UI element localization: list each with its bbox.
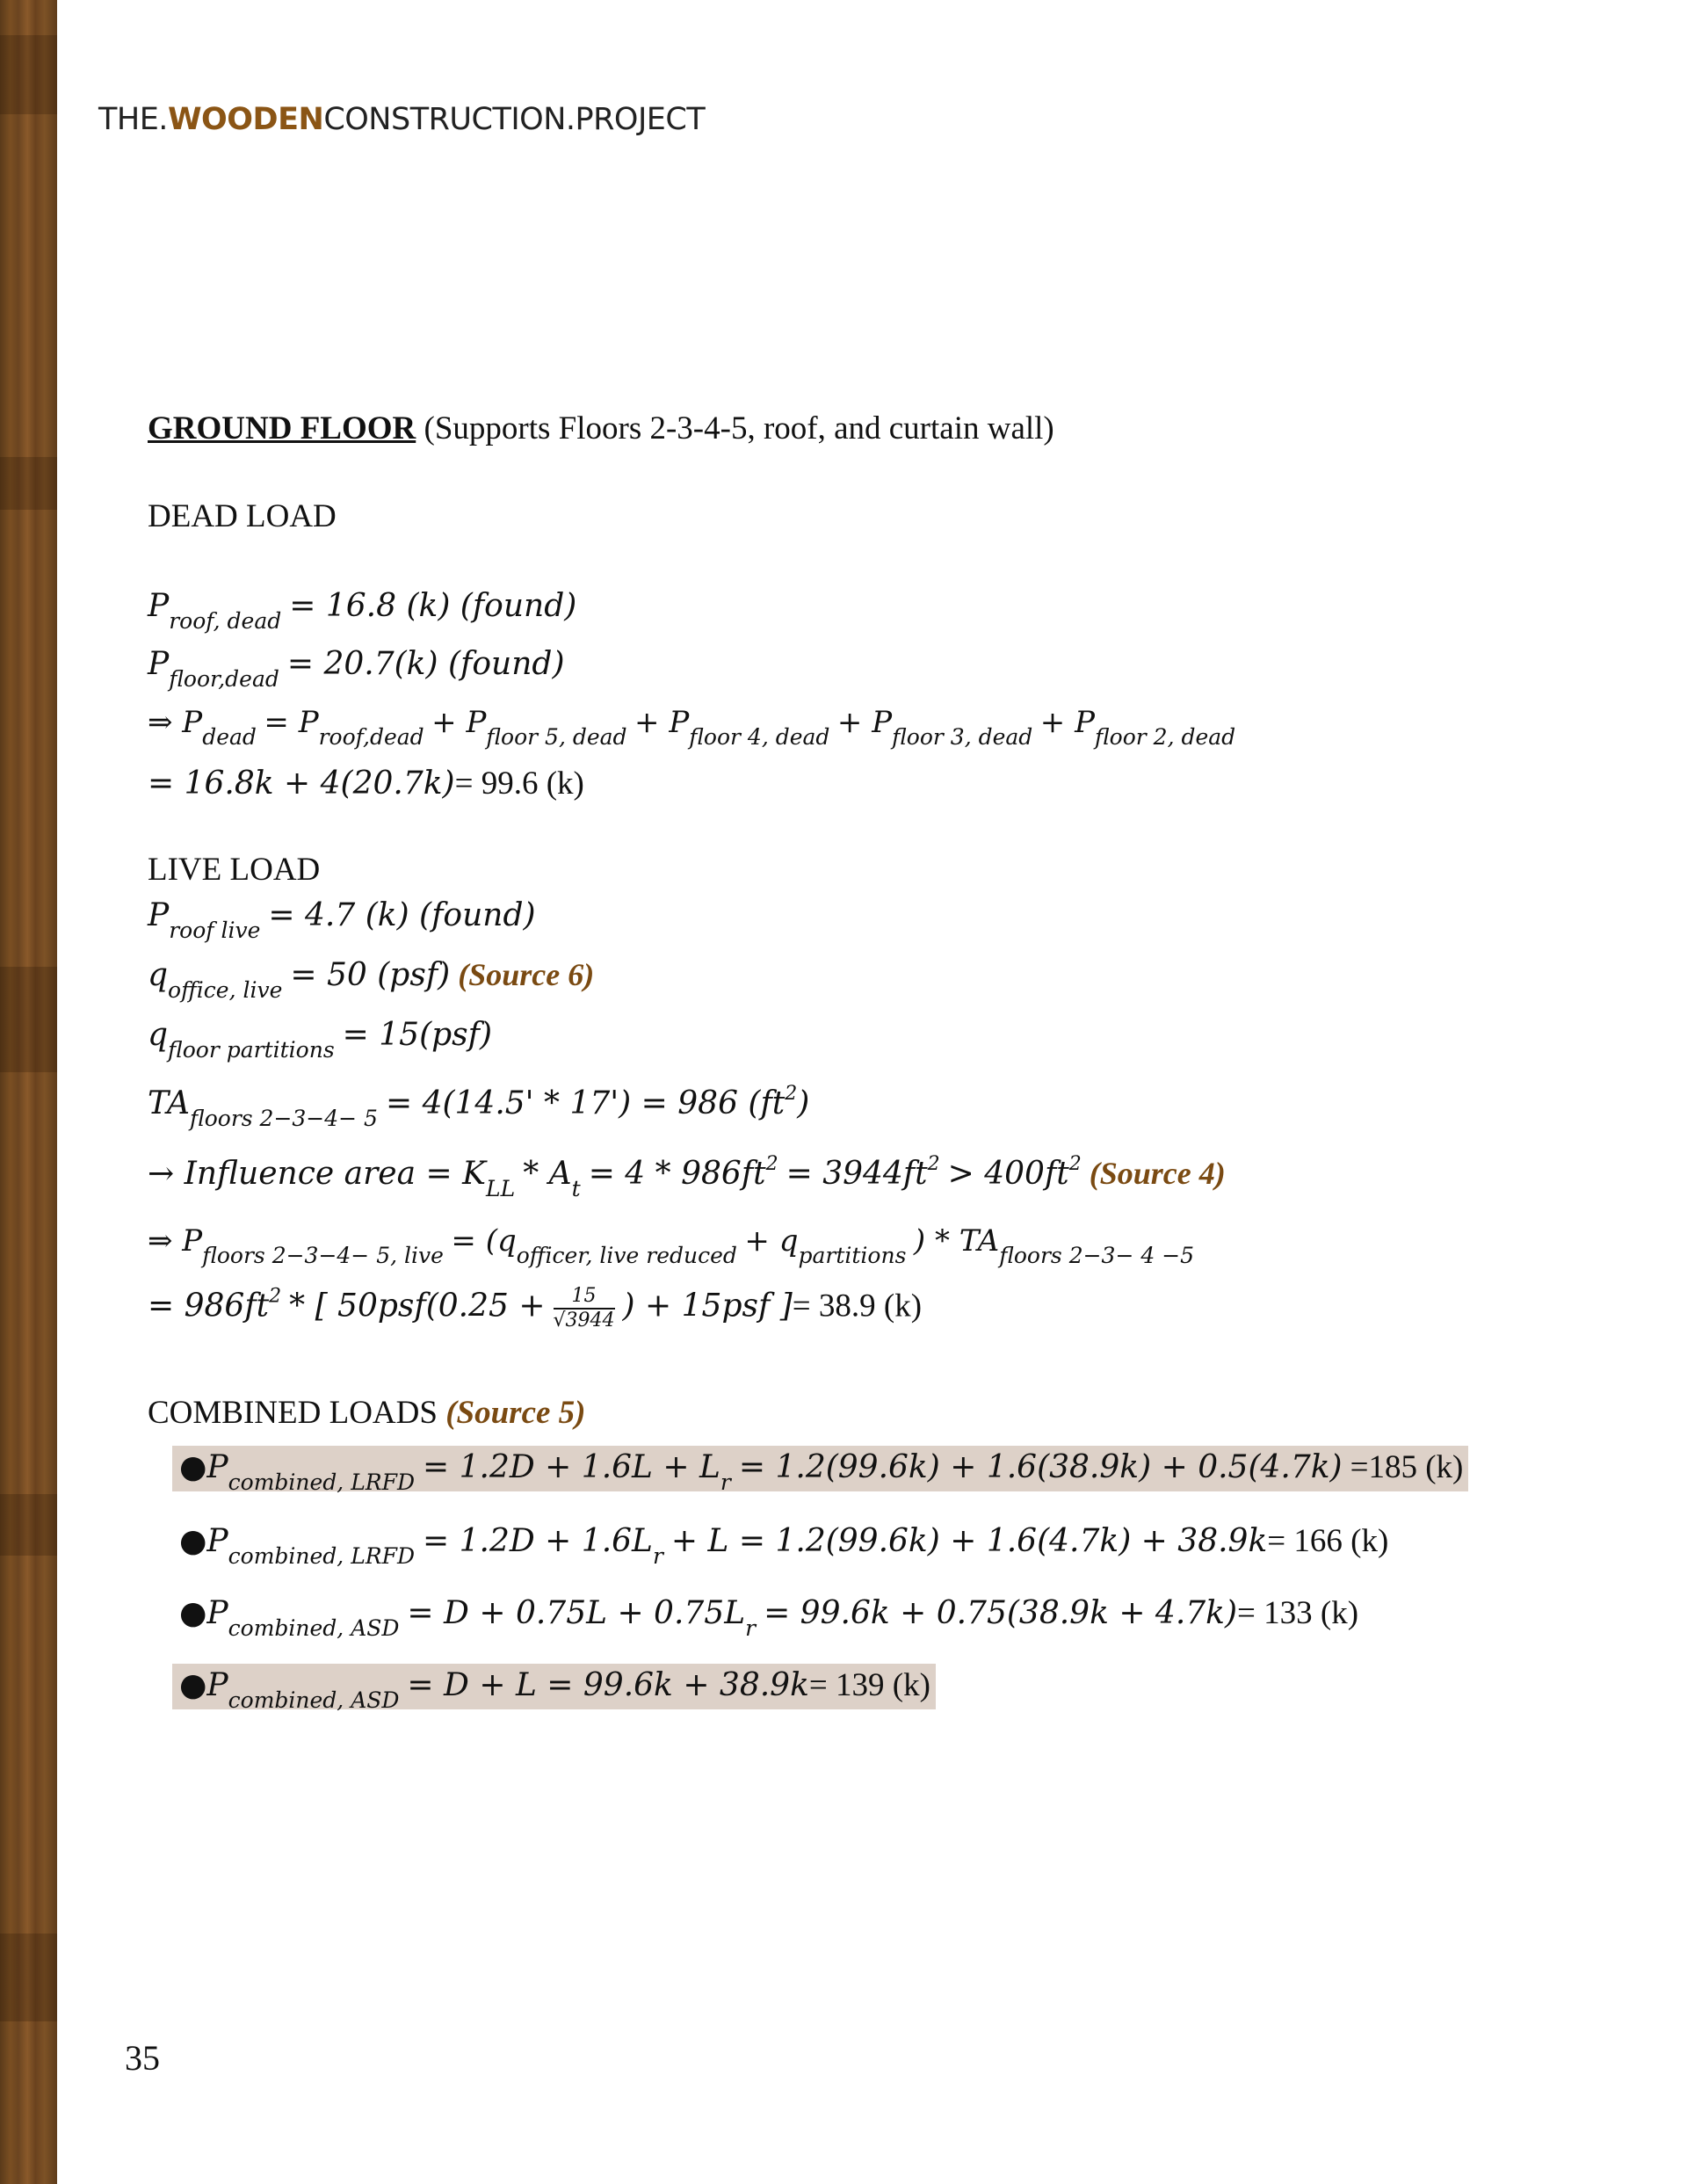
dead-load-heading: DEAD LOAD bbox=[148, 498, 337, 534]
live-load-total: = $986ft^2$ * [ 50psf(0.25 + $\frac{15}{√3944}$ ) + 15psf ]= 38.9 (k) bbox=[148, 1285, 923, 1332]
source-5-reference: (Source 5) bbox=[445, 1395, 586, 1431]
section-title-line bbox=[148, 410, 1054, 447]
section-subtitle: (Supports Floors 2-3-4-5, roof, and curtain wall) bbox=[424, 410, 1054, 446]
live-load-line-5: → Influence area = $K_{LL} * A_t = 4 * 986ft^2 = 3944ft^2 > 400ft^2$ (Source 4) bbox=[148, 1153, 1226, 1201]
combined-load-2: $●P_{combined, LRFD} = 1.2D + 1.6L_r + L = 1.2(99.6k) + 1.6(4.7k) + 38.9k= 166$ (k) bbox=[179, 1523, 1389, 1569]
source-4-reference: (Source 4) bbox=[1089, 1156, 1226, 1191]
live-load-line-6: ⇒ $P_{floors 2-3-4- 5, live} = (q_{officer, live reduced} + q_{partitions}$ ) * $TA_{floors 2-3- 4 -5}$ bbox=[148, 1223, 1195, 1268]
combined-loads-heading: COMBINED LOADS (Source 5) bbox=[148, 1395, 586, 1431]
fraction: $\frac{15}{√3944}$ bbox=[553, 1285, 615, 1332]
source-6-reference: (Source 6) bbox=[458, 957, 595, 992]
live-load-line-4: $TA_{floors 2-3-4- 5} = 4(14.5' * 17') = 986$ $(ft^2)$ bbox=[148, 1083, 810, 1131]
dead-load-line-3: ⇒ $P_{dead} = P_{roof,dead} + P_{floor 5, dead} + P_{floor 4, dead} + P_{floor 3, dead} + P_{floor 2, dead}$ bbox=[148, 705, 1236, 750]
dead-load-line-1: $P_{roof, dead} = 16.8$ (k) (found) bbox=[148, 588, 577, 634]
combined-load-3: $●P_{combined, ASD} = D + 0.75L + 0.75L_r = 99.6k + 0.75(38.9k + 4.7k)= 133$ (k) bbox=[179, 1595, 1359, 1641]
section-title: GROUND FLOOR bbox=[148, 410, 416, 446]
live-load-line-3: $q_{floor partitions} = 15(psf)$ bbox=[148, 1017, 493, 1063]
combined-load-1: $●P_{combined, LRFD} = 1.2D + 1.6L + L_r = 1.2(99.6k) + 1.6(38.9k) + 0.5(4.7k) =185$ (k) bbox=[172, 1448, 1468, 1495]
combined-load-4: $●P_{combined, ASD} = D + L = 99.6k + 38.9k= 139$ (k) bbox=[172, 1666, 936, 1713]
dead-load-line-2: $P_{floor,dead} = 20.7(k)$ (found) bbox=[148, 646, 565, 692]
live-load-line-2: $q_{office, live} = 50$ (psf) (Source 6) bbox=[148, 957, 595, 1003]
live-load-heading: LIVE LOAD bbox=[148, 852, 321, 888]
page-number: 35 bbox=[125, 2038, 160, 2078]
project-logo-header: THE.WOODENCONSTRUCTION.PROJECT bbox=[98, 102, 706, 137]
live-load-line-1: $P_{roof live} = 4.7$ (k) (found) bbox=[148, 897, 536, 943]
wood-sidebar bbox=[0, 0, 57, 2184]
dead-load-total: = 16.8k + 4(20.7k)= 99.6 (k) bbox=[148, 765, 584, 802]
